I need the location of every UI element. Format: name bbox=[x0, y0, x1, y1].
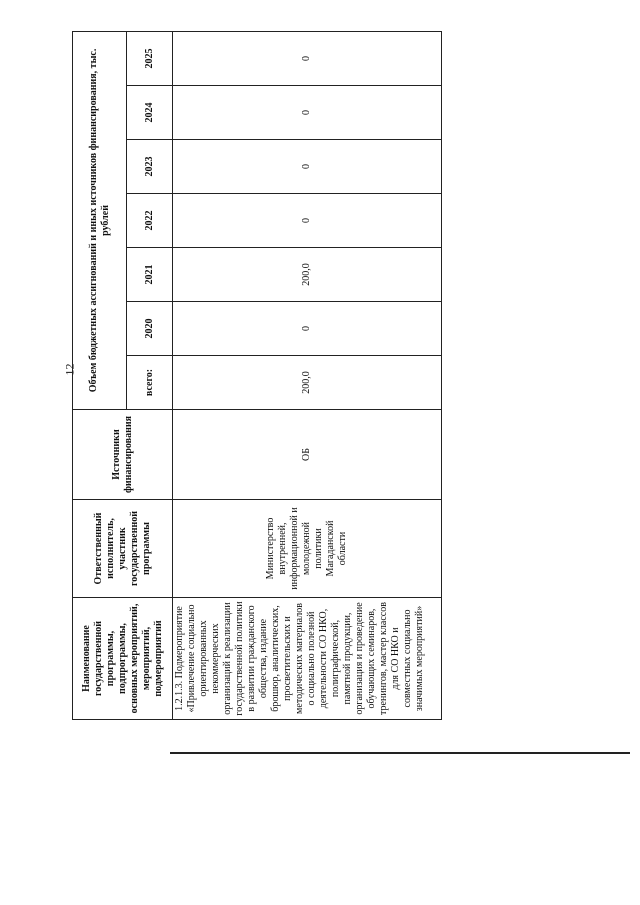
row-2020: 0 bbox=[173, 302, 442, 356]
header-year-2024: 2024 bbox=[127, 86, 173, 140]
header-year-2022: 2022 bbox=[127, 194, 173, 248]
row-name: 1.2.1.3. Подмероприятие «Привлечение социально ориентированных некоммерческих организаций к реализации государственной политики в развитии гражданского общества, издание брошюр, аналитических, просветительских и методических материалов о социально полезной деятельности СО НКО, полиграфической, памятной продукции, организация и проведение обучающих семинаров, тренингов, мастер классов для СО НКО и совместных социально значимых мероприятий» bbox=[173, 598, 442, 720]
header-source: Источники финансирования bbox=[73, 410, 173, 500]
header-responsible: Ответственный исполнитель, участник государственной программы bbox=[73, 500, 173, 598]
header-name: Наименование государственной программы, подпрограммы, основных мероприятий, мероприятий, подмероприятий bbox=[73, 598, 173, 720]
row-source: ОБ bbox=[173, 410, 442, 500]
header-total: всего: bbox=[127, 356, 173, 410]
funding-table-rotated bbox=[72, 32, 442, 720]
header-year-2025: 2025 bbox=[127, 31, 173, 85]
table-row bbox=[173, 31, 442, 719]
horizontal-rule bbox=[170, 752, 630, 754]
header-funding: Объем бюджетных ассигнований и иных источников финансирования, тыс. рублей bbox=[73, 31, 127, 409]
row-2023: 0 bbox=[173, 140, 442, 194]
funding-table bbox=[72, 31, 442, 720]
page-number: 12 bbox=[62, 363, 77, 376]
header-year-2021: 2021 bbox=[127, 248, 173, 302]
row-2025: 0 bbox=[173, 31, 442, 85]
header-year-2023: 2023 bbox=[127, 140, 173, 194]
row-total: 200,0 bbox=[173, 356, 442, 410]
row-2021: 200,0 bbox=[173, 248, 442, 302]
row-2022: 0 bbox=[173, 194, 442, 248]
header-year-2020: 2020 bbox=[127, 302, 173, 356]
row-2024: 0 bbox=[173, 86, 442, 140]
row-responsible: Министерство внутренней, информационной и молодежной политики Магаданской области bbox=[173, 500, 442, 598]
